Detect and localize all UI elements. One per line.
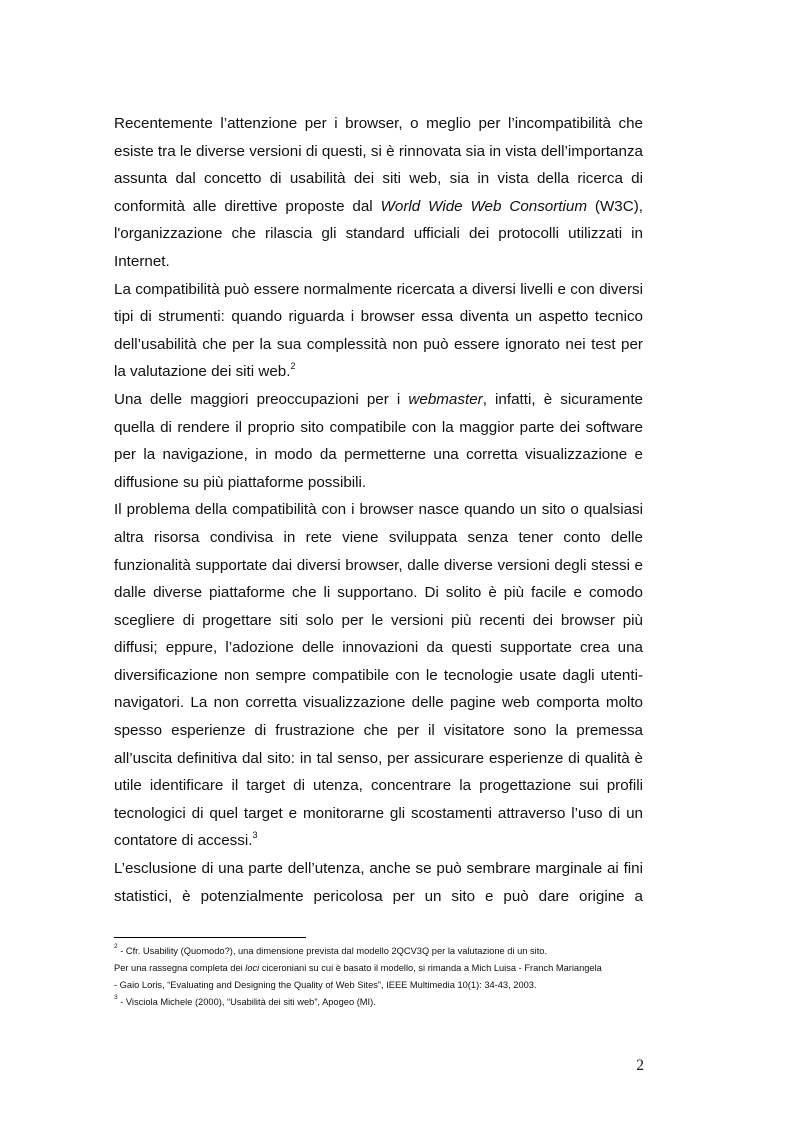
footnotes [114,943,654,1011]
paragraph-1: Recentemente l’attenzione per i browser, o meglio per l’incompatibilità che esiste tra le diverse versioni di questi, si è rinnovata sia in vista dell’importanza assunta dal concetto di usabilità dei siti web, sia in vista della ricerca di conformità alle direttive proposte dal World Wide Web Consortium (W3C), l'organizzazione che rilascia gli standard ufficiali dei protocolli utilizzati in Internet. [114,115,643,270]
paragraph-5: L’esclusione di una parte dell’utenza, anche se può sembrare marginale ai fini statistici, è potenzialmente pericolosa per un sito e può dare origine a [114,860,643,905]
paragraph-3: Una delle maggiori preoccupazioni per i webmaster, infatti, è sicuramente quella di rendere il proprio sito compatibile con la maggior parte dei software per la navigazione, in modo da permetterne una corretta visualizzazione e diffusione su più piattaforme possibili. [114,390,643,491]
footnote-2-line-1: $^2$ - Cfr. Usability (Quomodo?), una dimensione prevista dal modello 2QCV3Q per la valutazione di un sito. [114,942,548,956]
footnote-2-line-2: Per una rassegna completa dei loci ciceroniani su cui è basato il modello, si rimanda a Mich Luisa - Franch Mariangela [114,963,602,973]
emphasis-webmaster: webmaster [408,390,483,408]
footnote-marker-3: 3 [114,993,118,1001]
footnote-2-line-3: - Gaio Loris, “Evaluating and Designing the Quality of Web Sites”, IEEE Multimedia 10(1): 34-43, 2003. [114,980,537,990]
emphasis-w3c-name: World Wide Web Consortium [380,197,587,215]
footnote-ref-2[interactable]: 2 [290,361,296,372]
footnote-marker-2: 2 [114,942,118,950]
footnote-ref-3[interactable]: 3 [252,830,258,841]
footnote-separator [114,937,306,938]
paragraph-2: La compatibilità può essere normalmente ricercata a diversi livelli e con diversi tipi di strumenti: quando riguarda i browser essa diventa un aspetto tecnico dell’usabilità che per la sua complessità non può essere ignorato nei test per la valutazione dei siti web.$^2$ [114,280,643,381]
paragraph-4: Il problema della compatibilità con i browser nasce quando un sito o qualsiasi altra risorsa condivisa in rete viene sviluppata senza tener conto delle funzionalità supportate dai diversi browser, dalle diverse versioni degli stessi e dalle diverse piattaforme che li supportano. Di solito è più facile e comodo scegliere di progettare siti solo per le versioni più recenti dei browser più diffusi; eppure, l’adozione delle innovazioni da questi supportate crea una diversificazione non sempre compatibile con le tecnologie usate dagli utenti-navigatori. La non corretta visualizzazione delle pagine web comporta molto spesso esperienze di frustrazione che per il visitatore sono la premessa all’uscita definitiva dal sito: in tal senso, per assicurare esperienze di qualità è utile identificare il target di utenza, concentrare la progettazione sui profili tecnologici di quel target e monitorarne gli scostamenti attraverso l’uso di un contatore di accessi.$^3$ [114,501,643,850]
page-number: 2 [636,1057,644,1074]
footnote-3: $^3$ - Visciola Michele (2000), “Usabilità dei siti web”, Apogeo (MI). [114,993,376,1007]
body-text [114,110,643,910]
